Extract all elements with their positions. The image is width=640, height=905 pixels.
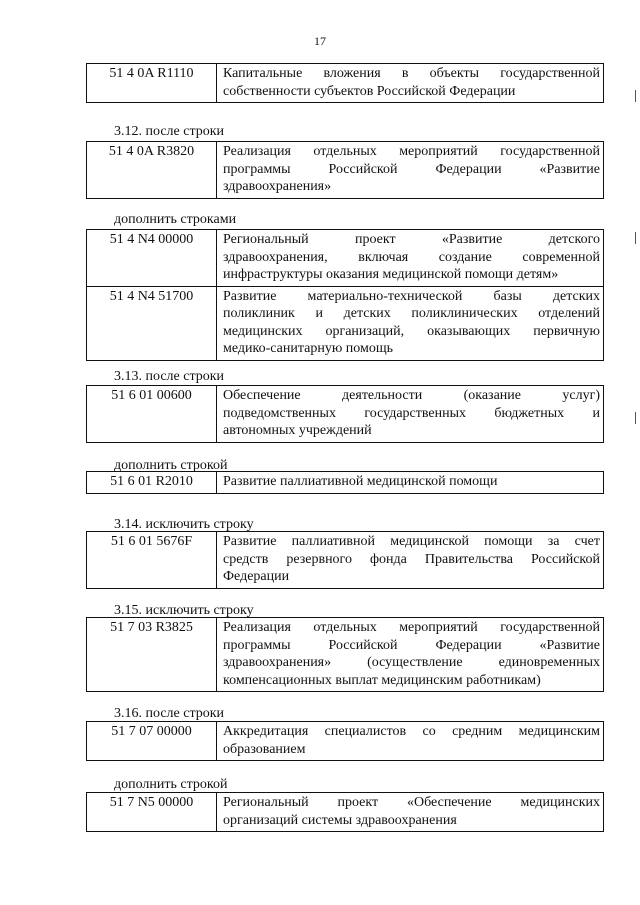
budget-code-table bbox=[86, 617, 604, 692]
table-row bbox=[87, 386, 603, 442]
code-description bbox=[217, 793, 603, 831]
page-number: 17 bbox=[314, 34, 326, 48]
description-line: собственности субъектов Российской Федерации bbox=[223, 83, 516, 99]
description-line: медицинских организаций, оказывающих первичную bbox=[223, 323, 600, 339]
budget-code-table bbox=[86, 721, 604, 761]
budget-code-table bbox=[86, 471, 604, 494]
description-line: медико-санитарную помощь bbox=[223, 341, 394, 356]
description-line: Федерации bbox=[223, 569, 290, 584]
budget-code: 51 4 N4 51700 bbox=[87, 287, 217, 360]
description-line: Реализация отдельных мероприятий государственной bbox=[223, 620, 600, 635]
description-line: Региональный проект «Развитие детского bbox=[223, 232, 600, 247]
code-description bbox=[217, 618, 603, 691]
budget-code-table bbox=[86, 229, 604, 361]
budget-code-table bbox=[86, 385, 604, 443]
description-line: Аккредитация специалистов со средним медицинским bbox=[223, 724, 600, 739]
code-description bbox=[217, 287, 603, 360]
budget-code: 51 7 03 R3825 bbox=[87, 618, 217, 691]
description-line: компенсационных выплат медицинским работникам) bbox=[223, 672, 541, 688]
description-line: Обеспечение деятельности (оказание услуг) bbox=[223, 388, 600, 403]
description-line: средств резервного фонда Правительства Российской bbox=[223, 551, 600, 567]
table-row bbox=[87, 286, 603, 360]
description-line: Капитальные вложения в объекты государственной bbox=[223, 66, 600, 81]
code-description bbox=[217, 142, 603, 198]
budget-code: 51 4 N4 00000 bbox=[87, 230, 217, 286]
section-label: 3.16. после строки bbox=[114, 706, 225, 721]
code-description bbox=[217, 532, 603, 588]
budget-code: 51 7 N5 00000 bbox=[87, 793, 217, 831]
table-row bbox=[87, 722, 603, 760]
table-row bbox=[87, 532, 603, 588]
description-line: инфраструктуры оказания медицинской помощи детям» bbox=[223, 267, 559, 282]
section-label: дополнить строкой bbox=[114, 777, 228, 792]
budget-code: 51 4 0A R3820 bbox=[87, 142, 217, 198]
code-description bbox=[217, 230, 603, 286]
code-description bbox=[217, 64, 603, 102]
table-row bbox=[87, 472, 603, 493]
budget-code-table bbox=[86, 792, 604, 832]
budget-code: 51 6 01 00600 bbox=[87, 386, 217, 442]
budget-code-table bbox=[86, 531, 604, 589]
budget-code: 51 6 01 5676F bbox=[87, 532, 217, 588]
description-line: Развитие паллиативной медицинской помощи bbox=[223, 474, 498, 489]
description-line: программы Российской Федерации «Развитие bbox=[223, 161, 600, 177]
description-line: Реализация отдельных мероприятий государственной bbox=[223, 144, 600, 159]
budget-code: 51 7 07 00000 bbox=[87, 722, 217, 760]
description-line: здравоохранения» (осуществление единовременных bbox=[223, 655, 600, 670]
description-line: Развитие паллиативной медицинской помощи за счет bbox=[223, 534, 600, 549]
table-row bbox=[87, 618, 603, 691]
section-label: 3.13. после строки bbox=[114, 369, 225, 384]
table-row bbox=[87, 64, 603, 102]
table-row bbox=[87, 230, 603, 286]
description-line: автономных учреждений bbox=[223, 423, 372, 438]
budget-code-table bbox=[86, 63, 604, 103]
scan-edge-mark bbox=[635, 232, 636, 244]
description-line: программы Российской Федерации «Развитие bbox=[223, 637, 600, 653]
description-line: здравоохранения, включая создание современной bbox=[223, 249, 600, 265]
section-label: 3.12. после строки bbox=[114, 124, 225, 139]
budget-code-table bbox=[86, 141, 604, 199]
description-line: подведомственных государственных бюджетных и bbox=[223, 405, 600, 421]
description-line: Региональный проект «Обеспечение медицинских bbox=[223, 795, 600, 810]
section-label: дополнить строкой bbox=[114, 458, 228, 473]
scan-edge-mark bbox=[635, 90, 636, 102]
description-line: поликлиник и детских поликлинических отделений bbox=[223, 306, 600, 321]
code-description bbox=[217, 472, 603, 493]
code-description bbox=[217, 722, 603, 760]
description-line: Развитие материально-технической базы детских bbox=[223, 288, 600, 304]
section-label: дополнить строками bbox=[114, 212, 237, 227]
description-line: здравоохранения» bbox=[223, 179, 332, 194]
table-row bbox=[87, 142, 603, 198]
budget-code: 51 6 01 R2010 bbox=[87, 472, 217, 493]
budget-code: 51 4 0A R1110 bbox=[87, 64, 217, 102]
scan-edge-mark bbox=[635, 412, 636, 424]
section-label: 3.14. исключить строку bbox=[114, 517, 254, 532]
description-line: организаций системы здравоохранения bbox=[223, 812, 457, 828]
description-line: образованием bbox=[223, 741, 306, 757]
code-description bbox=[217, 386, 603, 442]
table-row bbox=[87, 793, 603, 831]
section-label: 3.15. исключить строку bbox=[114, 603, 254, 618]
